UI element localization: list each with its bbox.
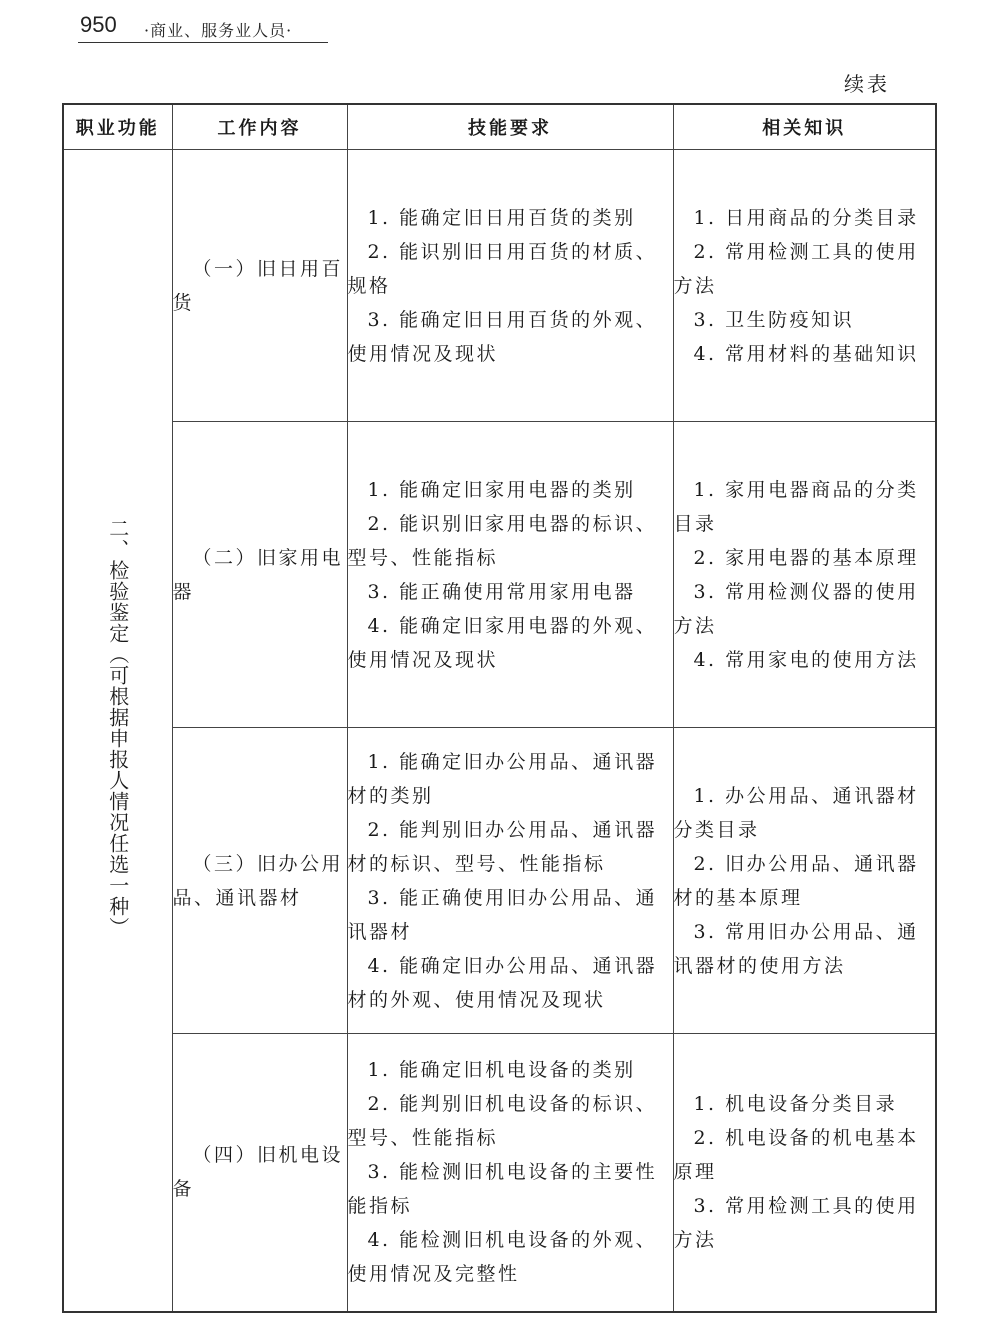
knowledge-cell [673,422,936,728]
work-content-cell [172,150,347,422]
skill-item: 4. 能检测旧机电设备的外观、使用情况及完整性 [347,1229,658,1286]
knowledge-item: 2. 旧办公用品、通讯器材的基本原理 [673,852,919,909]
skill-item: 2. 能识别旧日用百货的材质、规格 [347,240,658,297]
column-header-work-content: 工作内容 [172,104,347,150]
work-content-text: （二）旧家用电器 [172,546,343,603]
work-content-cell [172,1034,347,1312]
page-header [78,12,328,43]
skill-item: 1. 能确定旧机电设备的类别 [367,1059,636,1082]
knowledge-cell [673,1034,936,1312]
skills-cell [347,422,673,728]
knowledge-item: 3. 常用旧办公用品、通讯器材的使用方法 [673,920,919,977]
table-row [63,150,936,422]
knowledge-item: 1. 机电设备分类目录 [693,1093,898,1116]
function-cell [63,150,172,1312]
skill-item: 3. 能正确使用常用家用电器 [367,580,636,603]
skill-item: 1. 能确定旧办公用品、通讯器材的类别 [347,750,658,807]
work-content-cell [172,728,347,1034]
knowledge-item: 1. 家用电器商品的分类目录 [673,478,919,535]
knowledge-item: 3. 常用检测工具的使用方法 [673,1195,919,1252]
skill-item: 2. 能判别旧办公用品、通讯器材的标识、型号、性能指标 [347,818,658,875]
table-row [63,728,936,1034]
page-number: 950 [80,12,117,37]
knowledge-item: 2. 家用电器的基本原理 [693,546,919,569]
knowledge-cell [673,150,936,422]
function-label: 二、检验鉴定（可根据申报人情况任选一种） [105,518,130,939]
table-row [63,422,936,728]
column-header-function: 职业功能 [63,104,172,150]
skills-table [62,103,937,1313]
skill-item: 1. 能确定旧日用百货的类别 [367,206,636,229]
work-content-text: （三）旧办公用品、通讯器材 [172,852,343,909]
continued-label: 续表 [844,72,890,96]
skill-item: 2. 能识别旧家用电器的标识、型号、性能指标 [347,512,658,569]
skills-cell [347,150,673,422]
skill-item: 4. 能确定旧家用电器的外观、使用情况及现状 [347,614,658,671]
skill-item: 3. 能检测旧机电设备的主要性能指标 [347,1161,658,1218]
table-header-row [63,104,936,150]
knowledge-item: 3. 卫生防疫知识 [693,308,855,331]
skill-item: 3. 能正确使用旧办公用品、通讯器材 [347,886,658,943]
skills-cell [347,728,673,1034]
skill-item: 2. 能判别旧机电设备的标识、型号、性能指标 [347,1093,658,1150]
work-content-text: （一）旧日用百货 [172,257,343,314]
work-content-cell [172,422,347,728]
work-content-text: （四）旧机电设备 [172,1144,343,1201]
skill-item: 1. 能确定旧家用电器的类别 [367,478,636,501]
skills-cell [347,1034,673,1312]
knowledge-item: 1. 日用商品的分类目录 [693,206,919,229]
knowledge-item: 4. 常用家电的使用方法 [693,648,919,671]
column-header-skill-requirements: 技能要求 [347,104,673,150]
knowledge-item: 1. 办公用品、通讯器材分类目录 [673,784,919,841]
knowledge-item: 4. 常用材料的基础知识 [693,342,919,365]
column-header-related-knowledge: 相关知识 [673,104,936,150]
knowledge-cell [673,728,936,1034]
table-row [63,1034,936,1312]
knowledge-item: 2. 机电设备的机电基本原理 [673,1127,919,1184]
knowledge-item: 2. 常用检测工具的使用方法 [673,240,919,297]
skill-item: 4. 能确定旧办公用品、通讯器材的外观、使用情况及现状 [347,954,658,1011]
running-head: ·商业、服务业人员· [144,21,293,40]
skill-item: 3. 能确定旧日用百货的外观、使用情况及现状 [347,308,658,365]
knowledge-item: 3. 常用检测仪器的使用方法 [673,580,919,637]
